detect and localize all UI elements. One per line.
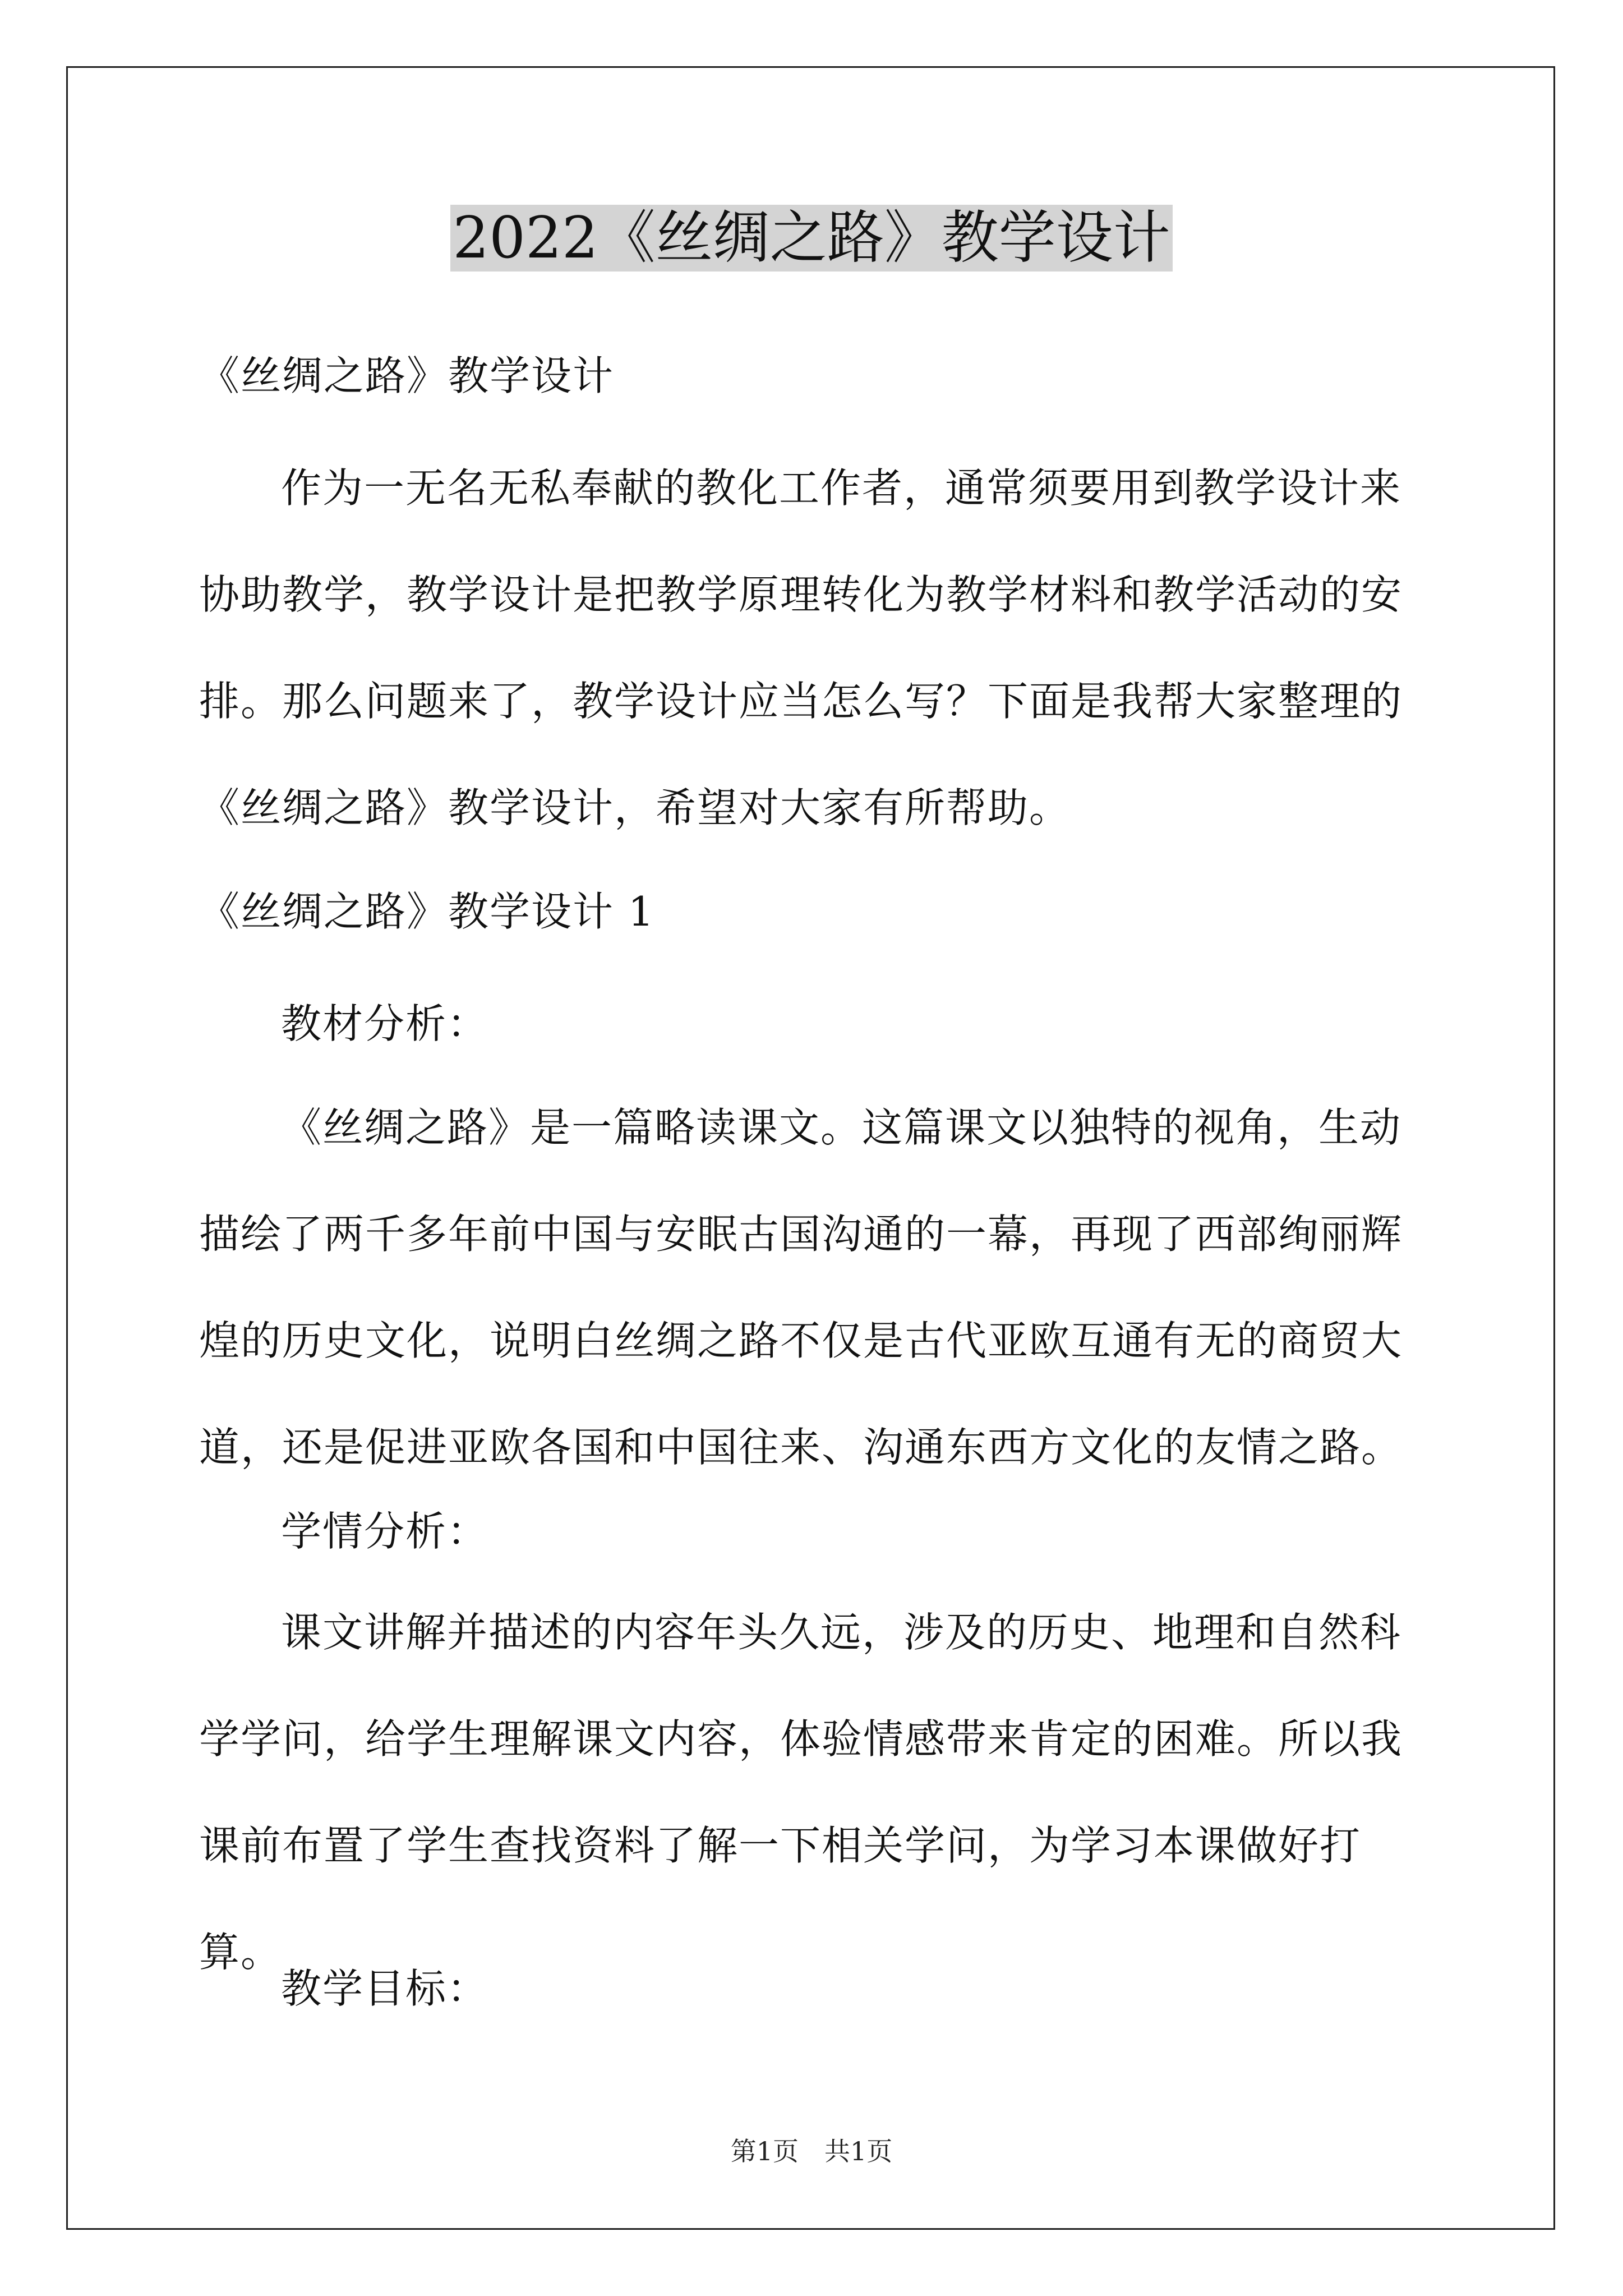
page-footer: 第1页 共1页	[730, 2136, 893, 2166]
intro-paragraph: 作为一无名无私奉献的教化工作者，通常须要用到教学设计来协助教学，教学设计是把教学原理转化为教学材料和教学活动的安排。那么问题来了，教学设计应当怎么写？下面是我帮大家整理的《丝绸之路》教学设计，希望对大家有所帮助。	[199, 464, 1403, 831]
document-title	[0, 199, 1623, 278]
student-analysis-heading: 学情分析：	[281, 1508, 489, 1555]
section-heading-1: 《丝绸之路》教学设计 1	[199, 888, 655, 935]
textbook-analysis-paragraph: 《丝绸之路》是一篇略读课文。这篇课文以独特的视角，生动描绘了两千多年前中国与安眠古国沟通的一幕，再现了西部绚丽辉煌的历史文化，说明白丝绸之路不仅是古代亚欧互通有无的商贸大道，还是促进亚欧各国和中国往来、沟通东西方文化的友情之路。	[199, 1104, 1403, 1471]
textbook-analysis-heading: 教材分析：	[281, 1000, 489, 1047]
subtitle-paragraph: 《丝绸之路》教学设计	[199, 352, 615, 399]
teaching-goals-heading: 教学目标：	[281, 1965, 489, 2012]
document-title-text: 2022《丝绸之路》教学设计	[450, 205, 1173, 272]
student-analysis-paragraph: 课文讲解并描述的内容年头久远，涉及的历史、地理和自然科学学问，给学生理解课文内容，体验情感带来肯定的困难。所以我课前布置了学生查找资料了解一下相关学问，为学习本课做好打算。	[199, 1609, 1403, 1976]
